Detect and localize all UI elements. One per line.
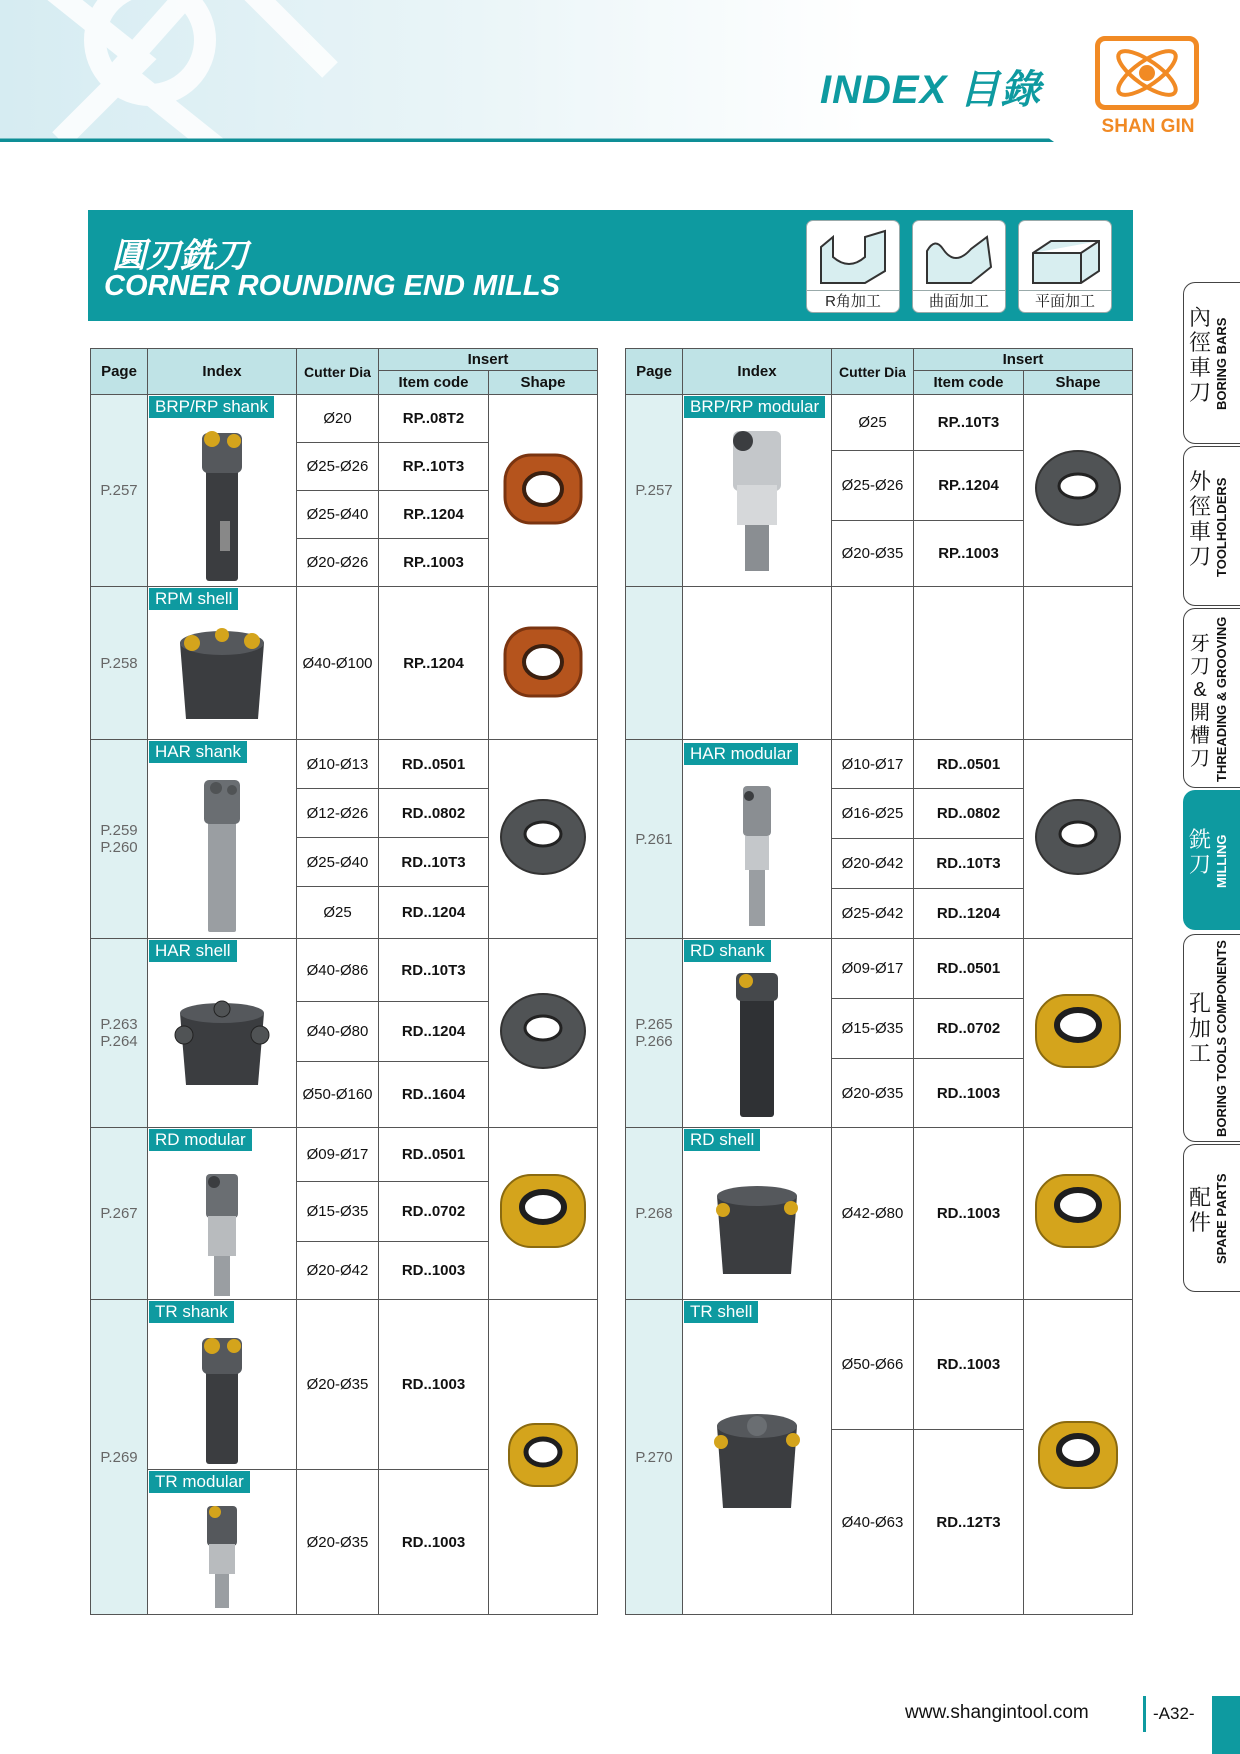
cutter-dia: Ø25-Ø40 [297, 491, 379, 539]
side-tab-spare-parts[interactable] [1183, 1144, 1240, 1292]
item-code: RD..1003 [914, 1300, 1024, 1430]
page-ref[interactable]: P.257 [626, 395, 683, 587]
cutter-dia: Ø42-Ø80 [832, 1128, 914, 1300]
modular-end-mill-icon [731, 780, 783, 930]
cutter-dia: Ø25 [832, 395, 914, 451]
side-tab-label-en: THREADING & GROOVING [1214, 616, 1229, 782]
side-tab-label-cn: 內徑車刀 [1188, 305, 1211, 405]
header-background [0, 0, 1240, 142]
tool-cell [148, 395, 297, 587]
cutter-dia: Ø25-Ø42 [832, 889, 914, 939]
side-tab-toolholders[interactable] [1183, 446, 1240, 606]
table-row [91, 395, 598, 443]
page-ref[interactable]: P.257 [91, 395, 148, 587]
round-insert-grey-icon [499, 991, 587, 1071]
tool-name-label: RPM shell [149, 588, 238, 610]
op-label: R角加工 [807, 290, 899, 312]
tool-cell [148, 1470, 297, 1615]
insert-shape-cell [1024, 1128, 1133, 1300]
modular-end-mill-icon [197, 1500, 247, 1610]
r-corner-icon [806, 220, 900, 313]
website-link[interactable]: www.shangintool.com [905, 1702, 1089, 1723]
insert-shape-cell [489, 939, 598, 1128]
side-tab-label-cn: 外徑車刀 [1188, 469, 1211, 569]
cutter-dia: Ø40-Ø100 [297, 587, 379, 740]
footer-accent-block [1212, 1696, 1240, 1754]
item-code: RD..1204 [379, 887, 489, 939]
side-tab-label-en: SPARE PARTS [1214, 1173, 1229, 1265]
cutter-dia: Ø40-Ø86 [297, 939, 379, 1002]
cutter-dia: Ø40-Ø63 [832, 1430, 914, 1615]
modular-end-mill-icon [194, 1166, 250, 1298]
header-insert: Insert [379, 349, 598, 371]
item-code: RD..1003 [379, 1470, 489, 1615]
tool-name-label: TR shank [149, 1301, 234, 1323]
cutter-dia: Ø20-Ø35 [832, 1059, 914, 1128]
end-mill-shank-icon [192, 1332, 252, 1466]
item-code: RD..0802 [379, 789, 489, 838]
tool-cell [683, 740, 832, 939]
insert-shape-cell [489, 1128, 598, 1300]
cutter-dia: Ø09-Ø17 [297, 1128, 379, 1182]
side-tab-label-cn: 孔加工 [1188, 991, 1211, 1066]
page-ref[interactable]: P.269 [91, 1300, 148, 1615]
item-code: RD..1003 [914, 1059, 1024, 1128]
round-insert-bronze-icon [500, 618, 586, 704]
insert-shape-cell [1024, 740, 1133, 939]
item-code: RP..1003 [379, 539, 489, 587]
cutter-dia: Ø25-Ø26 [832, 451, 914, 521]
item-code: RD..0802 [914, 789, 1024, 839]
cutter-dia: Ø10-Ø13 [297, 740, 379, 789]
page-ref[interactable]: P.259 P.260 [91, 740, 148, 939]
side-tab-label-en: TOOLHOLDERS [1214, 477, 1229, 577]
tool-cell [683, 1300, 832, 1615]
cutter-dia: Ø25-Ø26 [297, 443, 379, 491]
op-label: 曲面加工 [913, 290, 1005, 312]
item-code: RD..0501 [379, 1128, 489, 1182]
tool-cell [148, 939, 297, 1128]
tool-cell [148, 1128, 297, 1300]
item-code: RD..1604 [379, 1062, 489, 1128]
page-ref[interactable]: P.268 [626, 1128, 683, 1300]
header-index: Index [683, 349, 832, 395]
table-row [91, 939, 598, 1002]
tool-name-label: HAR shell [149, 940, 237, 962]
insert-shape-cell [489, 395, 598, 587]
tool-name-label: HAR modular [684, 743, 798, 765]
header-cutter-dia: Cutter Dia [297, 349, 379, 395]
table-row-empty [626, 587, 1133, 740]
page-ref-empty [626, 587, 683, 740]
tool-cell [683, 395, 832, 587]
side-tab-label-cn: 牙刀&開槽刀 [1190, 633, 1210, 770]
cutter-dia: Ø09-Ø17 [832, 939, 914, 999]
tool-name-label: HAR shank [149, 741, 247, 763]
table-row [91, 587, 598, 740]
tool-name-label: TR shell [684, 1301, 758, 1323]
face-mill-shell-icon [172, 623, 272, 731]
page-ref[interactable]: P.263 P.264 [91, 939, 148, 1128]
page-ref[interactable]: P.258 [91, 587, 148, 740]
tool-cell [683, 1128, 832, 1300]
cutter-dia: Ø20-Ø35 [832, 521, 914, 587]
item-code-empty [914, 587, 1024, 740]
insert-shape-cell [489, 587, 598, 740]
side-tab-milling[interactable] [1183, 790, 1240, 930]
cutter-dia-empty [832, 587, 914, 740]
round-insert-gold-icon [506, 1420, 580, 1490]
section-title-en: CORNER ROUNDING END MILLS [104, 270, 560, 302]
side-tab-label-cn: 配件 [1188, 1185, 1211, 1235]
cutter-dia: Ø15-Ø35 [297, 1182, 379, 1242]
left-index-table [90, 348, 598, 1615]
round-insert-gold-icon [1036, 1418, 1120, 1492]
cutter-dia: Ø20-Ø42 [297, 1242, 379, 1300]
cutter-dia: Ø16-Ø25 [832, 789, 914, 839]
right-index-table [625, 348, 1133, 1615]
header-page: Page [91, 349, 148, 395]
header-shape: Shape [1024, 371, 1133, 395]
item-code: RD..1204 [379, 1002, 489, 1062]
end-mill-shank-icon [192, 774, 252, 934]
modular-end-mill-icon [719, 425, 795, 575]
item-code: RD..1003 [379, 1242, 489, 1300]
cutter-dia: Ø40-Ø80 [297, 1002, 379, 1062]
page-number: -A32- [1153, 1704, 1195, 1723]
item-code: RD..0501 [914, 740, 1024, 789]
footer-divider [1143, 1696, 1146, 1732]
side-tab-boring-bars[interactable] [1183, 282, 1240, 444]
tool-name-label: RD shank [684, 940, 771, 962]
page-title: INDEX 目錄 [820, 68, 1042, 112]
table-row [626, 939, 1133, 999]
round-insert-gold-icon [1033, 991, 1123, 1071]
item-code: RP..1204 [914, 451, 1024, 521]
header-item-code: Item code [379, 371, 489, 395]
item-code: RP..1204 [379, 587, 489, 740]
side-tab-label-en: BORING BARS [1214, 317, 1229, 411]
section-banner [88, 210, 1133, 321]
table-row [626, 1128, 1133, 1300]
insert-shape-cell [1024, 939, 1133, 1128]
tool-cell [148, 587, 297, 740]
item-code: RD..10T3 [914, 839, 1024, 889]
item-code: RD..10T3 [379, 939, 489, 1002]
tool-cell-empty [683, 587, 832, 740]
cutter-dia: Ø20-Ø35 [297, 1300, 379, 1470]
item-code: RD..0702 [379, 1182, 489, 1242]
tool-name-label: BRP/RP modular [684, 396, 825, 418]
page-ref[interactable]: P.270 [626, 1300, 683, 1615]
item-code: RP..10T3 [914, 395, 1024, 451]
table-row [91, 1128, 598, 1182]
item-code: RD..12T3 [914, 1430, 1024, 1615]
round-insert-grey-icon [1034, 448, 1122, 528]
table-row [626, 1300, 1133, 1430]
table-row [91, 1300, 598, 1470]
round-insert-gold-icon [498, 1171, 588, 1251]
end-mill-shank-icon [192, 425, 252, 583]
item-code: RD..0501 [914, 939, 1024, 999]
cutter-dia: Ø50-Ø66 [832, 1300, 914, 1430]
item-code: RD..0501 [379, 740, 489, 789]
cutter-dia: Ø25 [297, 887, 379, 939]
item-code: RP..08T2 [379, 395, 489, 443]
side-tab-label-en: MILLING [1214, 834, 1229, 888]
side-tab-threading-grooving[interactable] [1183, 608, 1240, 788]
flat-surface-icon [1018, 220, 1112, 313]
header-shape: Shape [489, 371, 598, 395]
cutter-dia: Ø10-Ø17 [832, 740, 914, 789]
round-insert-grey-icon [499, 797, 587, 877]
tool-cell [148, 1300, 297, 1470]
insert-shape-cell [1024, 395, 1133, 587]
item-code: RP..10T3 [379, 443, 489, 491]
table-row [91, 740, 598, 789]
side-tab-label-en: BORING TOOLS COMPONENTS [1214, 940, 1229, 1138]
item-code: RD..10T3 [379, 838, 489, 887]
insert-shape-cell [1024, 1300, 1133, 1615]
section-title-cn: 圓刃銑刀 [112, 237, 248, 275]
cutter-dia: Ø15-Ø35 [832, 999, 914, 1059]
curved-surface-icon [912, 220, 1006, 313]
face-mill-shell-icon [707, 1180, 807, 1280]
tool-cell [683, 939, 832, 1128]
header-underline [0, 0, 1240, 142]
side-tab-boring-tools-components[interactable] [1183, 934, 1240, 1142]
item-code: RP..1003 [914, 521, 1024, 587]
side-tab-label-cn: 銑刀 [1188, 827, 1211, 877]
item-code: RD..1003 [914, 1128, 1024, 1300]
op-label: 平面加工 [1019, 290, 1111, 312]
cutter-dia: Ø25-Ø40 [297, 838, 379, 887]
tool-name-label: RD modular [149, 1129, 252, 1151]
table-row [626, 395, 1133, 451]
table-row [626, 740, 1133, 789]
tool-name-label: RD shell [684, 1129, 760, 1151]
tool-name-label: BRP/RP shank [149, 396, 274, 418]
page-ref[interactable]: P.265 P.266 [626, 939, 683, 1128]
cutter-dia: Ø20-Ø26 [297, 539, 379, 587]
header-item-code: Item code [914, 371, 1024, 395]
tool-cell [148, 740, 297, 939]
insert-shape-cell [489, 740, 598, 939]
item-code: RD..1003 [379, 1300, 489, 1470]
logo-text: SHAN GIN [1101, 116, 1195, 137]
insert-shape-empty [1024, 587, 1133, 740]
round-insert-bronze-icon [500, 445, 586, 531]
item-code: RP..1204 [379, 491, 489, 539]
tool-name-label: TR modular [149, 1471, 250, 1493]
page-ref[interactable]: P.267 [91, 1128, 148, 1300]
insert-shape-cell [489, 1300, 598, 1615]
round-insert-grey-icon [1034, 797, 1122, 877]
face-mill-shell-icon [170, 999, 274, 1095]
round-insert-gold-icon [1033, 1171, 1123, 1251]
cutter-dia: Ø20-Ø35 [297, 1470, 379, 1615]
shan-gin-logo-icon [1095, 36, 1199, 110]
page-ref[interactable]: P.261 [626, 740, 683, 939]
header-cutter-dia: Cutter Dia [832, 349, 914, 395]
item-code: RD..0702 [914, 999, 1024, 1059]
header-insert: Insert [914, 349, 1133, 371]
item-code: RD..1204 [914, 889, 1024, 939]
cutter-dia: Ø12-Ø26 [297, 789, 379, 838]
header-index: Index [148, 349, 297, 395]
cutter-dia: Ø20-Ø42 [832, 839, 914, 889]
end-mill-shank-icon [726, 969, 788, 1119]
cutter-dia: Ø20 [297, 395, 379, 443]
cutter-dia: Ø50-Ø160 [297, 1062, 379, 1128]
header-page: Page [626, 349, 683, 395]
face-mill-shell-icon [707, 1410, 807, 1514]
